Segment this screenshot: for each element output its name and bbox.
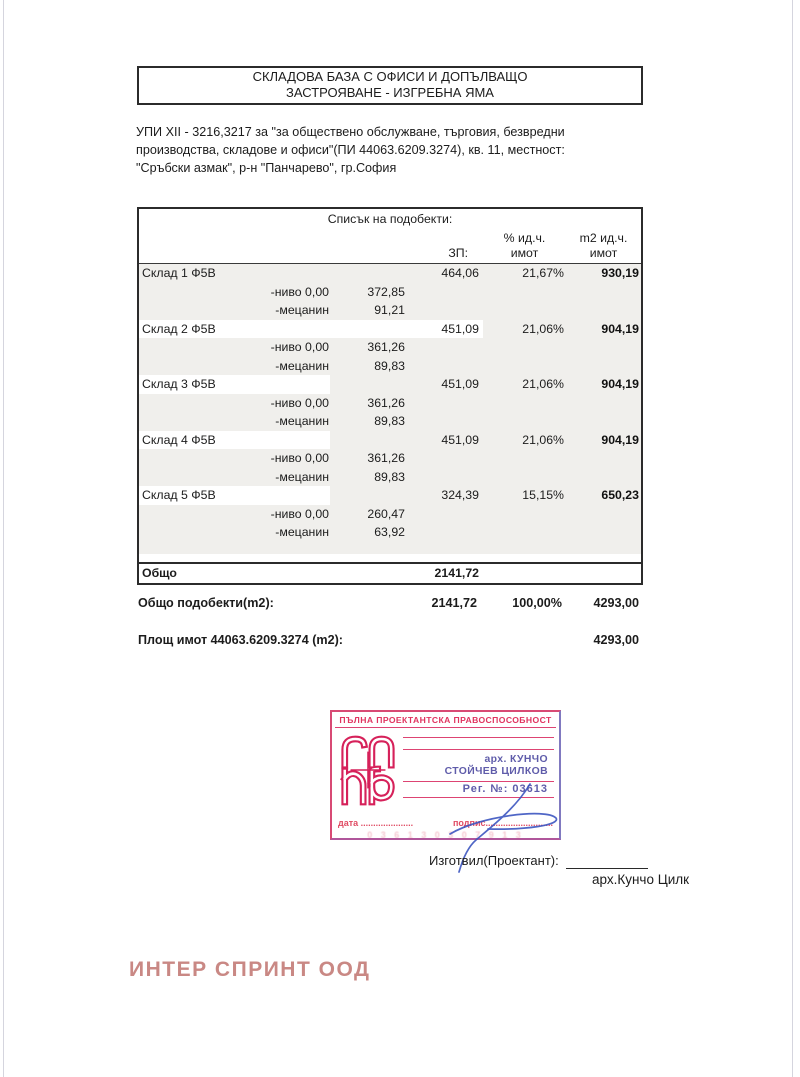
prepared-by-signature-line	[566, 868, 648, 869]
stamp-name-line1: арх. КУНЧО	[484, 754, 548, 765]
group-name-cell: Склад 3 Ф5В	[139, 375, 330, 394]
sub-value-cell: 89,83	[374, 358, 405, 373]
column-header-m2	[566, 231, 641, 263]
summary-plot-area-row	[137, 632, 639, 648]
group-name-cell: Склад 4 Ф5В	[139, 431, 330, 450]
stamp-name-line2: СТОЙЧЕВ ЦИЛКОВ	[444, 766, 548, 777]
table-row	[139, 375, 641, 394]
sub-value-cell: 63,92	[374, 525, 405, 539]
zp-cell: 451,09	[441, 432, 479, 447]
table-title: Списък на подобекти:	[327, 212, 453, 226]
sub-value-cell: 260,47	[367, 506, 405, 521]
title-box	[137, 66, 643, 105]
column-header-pct	[483, 231, 566, 263]
zp-cell: 451,09	[441, 377, 479, 391]
summary-plot-area-label: Площ имот 44063.6209.3274 (m2):	[138, 633, 343, 647]
table-header-row	[139, 230, 641, 264]
m2-cell: 930,19	[601, 266, 639, 280]
sub-value-cell: 89,83	[374, 469, 405, 484]
pct-header-line2: имот	[510, 246, 539, 260]
pct-cell: 21,06%	[522, 432, 564, 447]
sub-value-cell: 89,83	[374, 414, 405, 428]
m2-cell: 650,23	[601, 488, 639, 502]
sub-label-cell: -ниво 0,00	[270, 284, 329, 299]
pct-cell: 15,15%	[522, 488, 564, 502]
summary-subobjects-m2: 4293,00	[593, 596, 639, 610]
sub-label-cell: -ниво 0,00	[270, 451, 329, 465]
table-row	[139, 449, 641, 468]
pct-cell: 21,67%	[522, 266, 564, 280]
stamp-registration-number: Рег. №: 03613	[462, 783, 548, 795]
empty-white-row	[139, 554, 641, 562]
stamp-divider	[335, 727, 556, 728]
sub-label-cell: -мецанин	[275, 414, 329, 428]
pct-cell: 21,06%	[522, 321, 564, 336]
kab-architects-logo-icon	[337, 732, 399, 808]
empty-shaded-row	[139, 542, 641, 554]
table-row	[139, 431, 641, 450]
stamp-signature-label: подпис...........................	[452, 818, 553, 828]
sub-value-cell: 372,85	[367, 284, 405, 299]
stamp-architect-name	[403, 754, 554, 778]
table-row	[139, 468, 641, 487]
prepared-by-label: Изготвил(Проектант):	[429, 853, 559, 868]
stamp-date-label: дата .....................	[338, 818, 414, 828]
stamp-ghost-imprint: 0 3 6 1 3 0 3 0 7 9 1 3	[367, 830, 524, 840]
total-label: Общо	[142, 565, 177, 580]
zp-header-label: ЗП:	[448, 246, 468, 260]
sub-value-cell: 361,26	[367, 395, 405, 410]
sub-label-cell: -ниво 0,00	[270, 340, 329, 354]
total-value: 2141,72	[434, 565, 479, 580]
table-body	[139, 264, 641, 542]
sub-value-cell: 91,21	[374, 303, 405, 317]
sub-value-cell: 361,26	[367, 340, 405, 354]
m2-cell: 904,19	[601, 377, 639, 391]
description-line-2: производства, складове и офиси"(ПИ 44063.6209.3274), кв. 11, местност:	[136, 143, 565, 157]
table-row	[139, 486, 641, 505]
subobjects-table	[137, 207, 643, 585]
table-row	[139, 301, 641, 320]
summary-subobjects-label: Общо подобекти(m2):	[138, 596, 274, 610]
zp-cell: 451,09	[407, 320, 483, 339]
sub-label-cell: -мецанин	[275, 525, 329, 539]
summary-subobjects-zp: 2141,72	[431, 596, 477, 610]
group-name-cell: Склад 1 Ф5В	[142, 266, 216, 280]
page-edge-left	[3, 0, 4, 1077]
title-line-1: СКЛАДОВА БАЗА С ОФИСИ И ДОПЪЛВАЩО	[252, 69, 528, 84]
table-row	[139, 412, 641, 431]
table-row	[139, 283, 641, 302]
table-row	[139, 505, 641, 524]
m2-header-line1: m2 ид.ч.	[579, 231, 628, 245]
sub-value-cell: 361,26	[367, 451, 405, 465]
stamp-line	[403, 737, 554, 738]
sub-label-cell: -ниво 0,00	[270, 506, 329, 521]
table-row	[139, 523, 641, 542]
total-row	[139, 562, 641, 583]
pct-cell: 21,06%	[522, 377, 564, 391]
property-description	[136, 123, 636, 177]
table-row	[139, 264, 641, 283]
summary-plot-area-m2: 4293,00	[593, 633, 639, 647]
title-line-2: ЗАСТРОЯВАНЕ - ИЗГРЕБНА ЯМА	[286, 85, 494, 100]
zp-cell: 464,06	[441, 266, 479, 280]
stamp-header: ПЪЛНА ПРОЕКТАНТСКА ПРАВОСПОСОБНОСТ	[339, 715, 552, 725]
column-header-zp	[407, 246, 483, 263]
description-line-3: "Сръбски азмак", р-н "Панчарево", гр.София	[136, 161, 397, 175]
page-edge-right	[792, 0, 793, 1077]
pct-header-line1: % ид.ч.	[503, 231, 546, 245]
m2-cell: 904,19	[601, 432, 639, 447]
sub-label-cell: -мецанин	[275, 469, 329, 484]
group-name-cell: Склад 2 Ф5В	[139, 320, 407, 339]
stamp-line	[403, 749, 554, 750]
sub-label-cell: -мецанин	[275, 358, 329, 373]
summary-subobjects-row	[137, 595, 639, 611]
group-name-cell: Склад 5 Ф5В	[139, 486, 330, 505]
summary-subobjects-pct: 100,00%	[512, 596, 562, 610]
table-row	[139, 320, 641, 339]
m2-header-line2: имот	[589, 246, 618, 260]
m2-cell: 904,19	[601, 321, 639, 336]
zp-cell: 324,39	[441, 488, 479, 502]
table-row	[139, 338, 641, 357]
table-row	[139, 394, 641, 413]
prepared-by-name: арх.Кунчо Цилк	[592, 872, 690, 887]
company-name: ИНТЕР СПРИНТ ООД	[129, 958, 371, 981]
table-row	[139, 357, 641, 376]
description-line-1: УПИ XII - 3216,3217 за "за обществено обслужване, търговия, безвредни	[136, 125, 565, 139]
sub-label-cell: -ниво 0,00	[270, 395, 329, 410]
sub-label-cell: -мецанин	[275, 303, 329, 317]
